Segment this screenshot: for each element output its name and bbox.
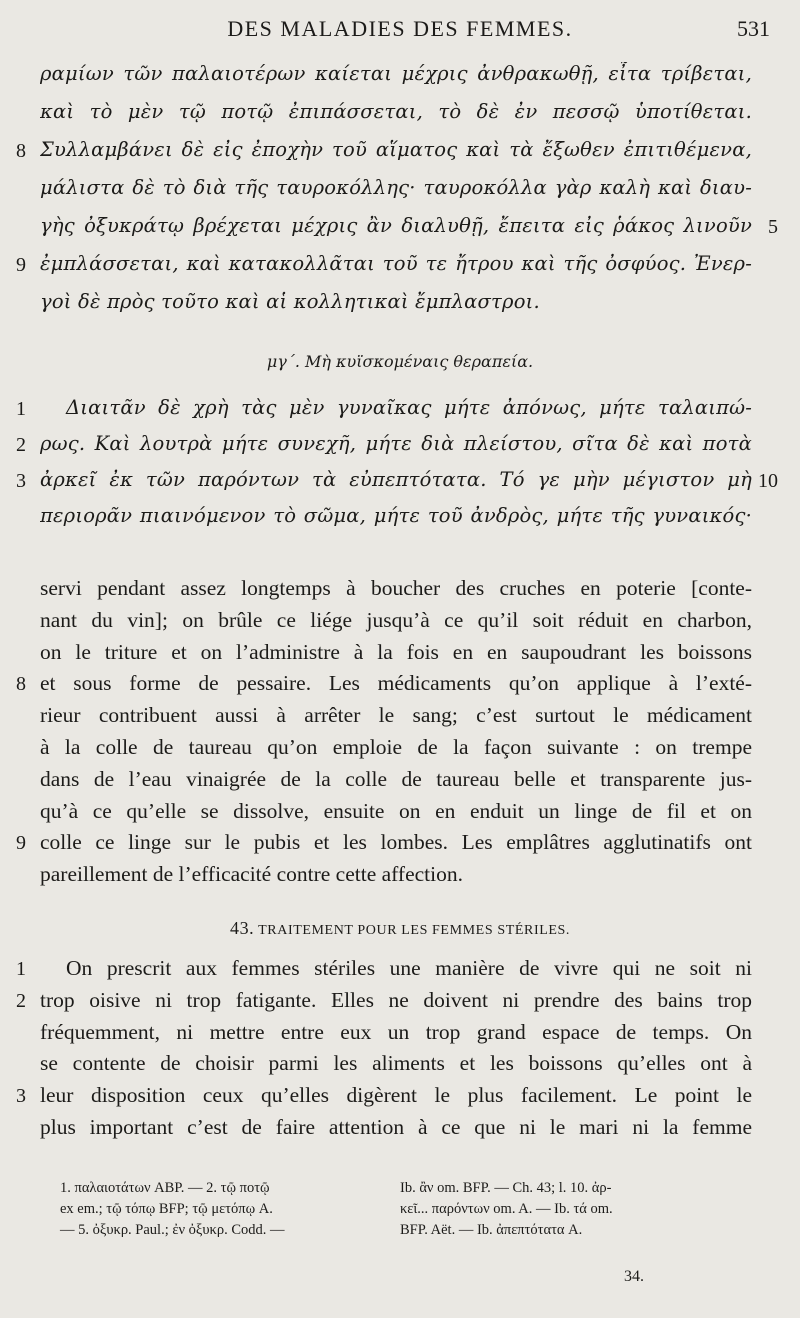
french-text-line: et sous forme de pessaire. Les médicaments qu’on applique à l’exté- [40, 671, 752, 696]
french-text-2-line: se contente de choisir parmi les aliments et les boissons qu’elles ont à [40, 1051, 752, 1076]
left-line-number: 1 [16, 398, 26, 420]
french-section-heading [0, 918, 800, 939]
french-text-2-line: fréquemment, ni mettre entre eux un trop grand espace de temps. On [40, 1019, 752, 1044]
running-title: DES MALADIES DES FEMMES. [227, 16, 573, 41]
greek-text-line: ραμίων τῶν παλαιοτέρων καίεται μέχρις ἀνθρακωθῇ, εἶτα τρίβεται, [40, 62, 752, 85]
greek-section-heading: μγ΄. Μὴ κυϊσκομέναις θεραπεία. [266, 352, 534, 371]
left-line-number: 8 [16, 140, 26, 162]
left-line-number: 2 [16, 434, 26, 456]
greek-text-line: γὴς ὀξυκράτῳ βρέχεται μέχρις ἂν διαλυθῇ, ἔπειτα εἰς ῥάκος λινοῦν [40, 214, 752, 237]
french-text-2-line: plus important c’est de faire attention à ce que ni le mari ni la femme [40, 1115, 752, 1139]
french-text-2-line: trop oisive ni trop fatigante. Elles ne doivent ni prendre des bains trop [40, 987, 752, 1012]
french-text-line: pareillement de l’efficacité contre cette affection. [40, 862, 463, 887]
greek-text-line: Συλλαμβάνει δὲ εἰς ἐποχὴν τοῦ αἵματος καὶ τὰ ἔξωθεν ἐπιτιθέμενα, [40, 138, 752, 161]
right-line-number: 5 [768, 216, 778, 238]
footnote-line [60, 1201, 760, 1221]
french-text-line: colle ce linge sur le pubis et les lombes. Les emplâtres agglutinatifs ont [40, 830, 752, 855]
left-line-number: 2 [16, 989, 26, 1012]
french-text-line: rieur contribuent aussi à arrêter le sang; c’est surtout le médicament [40, 703, 752, 728]
left-line-number: 3 [16, 1085, 26, 1108]
footnote-right-column: BFP. Aët. — Ib. ἀπεπτότατα A. [400, 1222, 583, 1238]
french-text-line: servi pendant assez longtemps à boucher des cruches en poterie [conte- [40, 576, 752, 600]
greek-text-2-line: ρως. Καὶ λουτρὰ μήτε συνεχῆ, μήτε διὰ πλείστου, σῖτα δὲ καὶ ποτὰ [40, 432, 752, 455]
footnote-right-column: κεῖ... παρόντων om. A. — Ib. τά om. [400, 1201, 613, 1217]
french-text-2-line: leur disposition ceux qu’elles digèrent le plus facilement. Le point le [40, 1083, 752, 1108]
section-number: 43. [229, 918, 255, 938]
footnote-line [60, 1222, 760, 1242]
greek-text-2-line: Διαιτᾶν δὲ χρὴ τὰς μὲν γυναῖκας μήτε ἀπόνως, μήτε ταλαιπώ- [66, 396, 752, 419]
greek-text-2-line: ἀρκεῖ ἐκ τῶν παρόντων τὰ εὐπεπτότατα. Τό γε μὴν μέγιστον μὴ [40, 468, 752, 491]
french-text-line: on le triture et on l’administre à la fois en en saupoudrant les boissons [40, 639, 752, 664]
left-line-number: 3 [16, 470, 26, 492]
left-line-number: 8 [16, 673, 26, 696]
greek-text-2-line: περιορᾶν πιαινόμενον τὸ σῶμα, μήτε τοῦ ἀνδρὸς, μήτε τῆς γυναικός· [40, 504, 752, 527]
left-line-number: 9 [16, 832, 26, 855]
footnote-left-column: ex em.; τῷ τόπῳ BFP; τῷ μετόπῳ A. [60, 1201, 273, 1217]
left-line-number: 9 [16, 254, 26, 276]
greek-text-line: γοὶ δὲ πρὸς τοῦτο καὶ αἱ κολλητικαὶ ἔμπλαστροι. [40, 290, 540, 313]
right-line-number: 10 [758, 470, 778, 492]
running-header [0, 16, 800, 50]
footnote-left-column: 1. παλαιοτάτων ABP. — 2. τῷ ποτῷ [60, 1180, 270, 1196]
greek-text-line: καὶ τὸ μὲν τῷ ποτῷ ἐπιπάσσεται, τὸ δὲ ἐν πεσσῷ ὑποτίθεται. [40, 100, 752, 123]
french-text-line: nant du vin]; on brûle ce liége jusqu’à ce qu’il soit réduit en charbon, [40, 607, 752, 632]
signature-mark: 34. [624, 1268, 644, 1285]
greek-text-line: ἐμπλάσσεται, καὶ κατακολλᾶται τοῦ τε ἤτρου καὶ τῆς ὀσφύος. Ἐνερ- [40, 252, 752, 275]
page-number: 531 [737, 16, 770, 41]
french-text-line: qu’à ce qu’elle se dissolve, ensuite on en enduit un linge de fil et on [40, 798, 752, 823]
french-text-line: à la colle de taureau qu’on emploie de la façon suivante : on trempe [40, 735, 752, 759]
greek-text-line: μάλιστα δὲ τὸ διὰ τῆς ταυροκόλλης· ταυροκόλλα γὰρ καλὴ καὶ διαυ- [40, 176, 752, 199]
left-line-number: 1 [16, 958, 26, 980]
footnote-right-column: Ib. ἂν om. BFP. — Ch. 43; l. 10. ἀρ- [400, 1180, 612, 1196]
footnote-line [60, 1180, 760, 1200]
french-text-2-line: On prescrit aux femmes stériles une manière de vivre qui ne soit ni [66, 956, 752, 980]
french-text-line: dans de l’eau vinaigrée de la colle de taureau belle et transparente jus- [40, 766, 752, 791]
section-title: TRAITEMENT POUR LES FEMMES STÉRILES. [258, 923, 571, 938]
footnote-left-column: — 5. ὀξυκρ. Paul.; ἐν ὀξυκρ. Codd. — [60, 1222, 285, 1238]
